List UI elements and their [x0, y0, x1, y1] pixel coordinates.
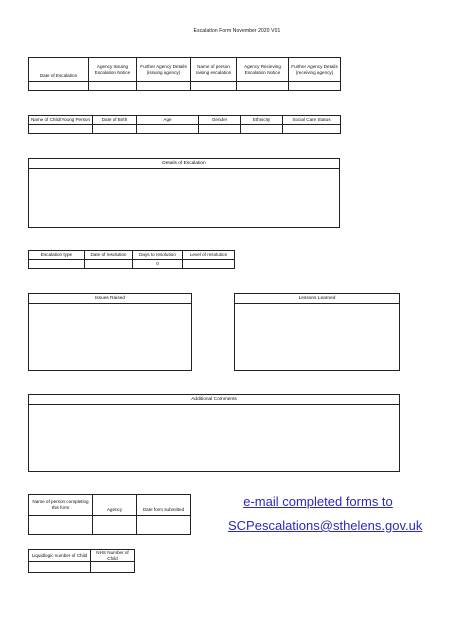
issues-raised-box: [28, 293, 192, 371]
email-address-link[interactable]: SCPescalations@sthelens.gov.uk: [228, 518, 423, 533]
header-level-of-resolution: Level of resolution: [183, 251, 235, 260]
cell-further-details-issuing[interactable]: [137, 82, 191, 91]
header-person-completing: Name of person completing this form: [29, 495, 93, 516]
completion-table: [28, 494, 191, 535]
id-table: [28, 549, 135, 573]
cell-child-name[interactable]: [29, 125, 93, 134]
cell-date-of-birth[interactable]: [93, 125, 137, 134]
cell-level-of-resolution[interactable]: [183, 260, 235, 269]
header-further-details-issuing: Further Agency Details (issuing agency): [137, 58, 191, 82]
cell-agency-issuing[interactable]: [89, 82, 137, 91]
additional-comments-box: [28, 394, 400, 472]
resolution-table: [28, 250, 235, 269]
additional-comments-field[interactable]: [29, 405, 399, 471]
header-agency-issuing: Agency Issuing Escalation Notice: [89, 58, 137, 82]
header-agency-receiving: Agency Recieving Escalation Notice: [237, 58, 289, 82]
lessons-learned-box: [234, 293, 400, 371]
cell-agency-receiving[interactable]: [237, 82, 289, 91]
issues-raised-title: Issues Raised: [29, 294, 191, 304]
cell-nhs-number[interactable]: [91, 562, 135, 573]
header-child-name: Name of Child/Young Person: [29, 116, 93, 125]
details-of-escalation-field[interactable]: [29, 169, 339, 227]
header-liquidlogic-number: Liquidlogic number of Child: [29, 550, 91, 562]
form-title: Escalation Form November 2020 V01: [193, 28, 281, 34]
header-ethnicity: Ethnicity: [241, 116, 283, 125]
email-instruction: e-mail completed forms to: [243, 494, 393, 509]
header-age: Age: [137, 116, 199, 125]
child-table: [28, 115, 341, 134]
cell-liquidlogic-number[interactable]: [29, 562, 91, 573]
header-days-to-resolution: Days to resolution: [133, 251, 183, 260]
cell-gender[interactable]: [199, 125, 241, 134]
cell-agency[interactable]: [93, 516, 137, 535]
cell-ethnicity[interactable]: [241, 125, 283, 134]
header-date-of-resolution: Date of resolution: [85, 251, 133, 260]
issues-raised-field[interactable]: [29, 304, 191, 370]
cell-person-completing[interactable]: [29, 516, 93, 535]
additional-comments-title: Additional Comments: [29, 395, 399, 405]
header-person-raising: Name of person raising escalation: [191, 58, 237, 82]
header-date-submitted: Date form submitted: [137, 495, 191, 516]
cell-person-raising[interactable]: [191, 82, 237, 91]
escalation-table: [28, 57, 341, 91]
details-of-escalation-box: [28, 158, 340, 228]
cell-days-to-resolution[interactable]: 0: [133, 260, 183, 269]
header-social-care-status: Social Care Status: [283, 116, 341, 125]
header-nhs-number: NHS Number of Child: [91, 550, 135, 562]
cell-escalation-type[interactable]: [29, 260, 85, 269]
header-agency: Agency: [93, 495, 137, 516]
cell-further-details-receiving[interactable]: [289, 82, 341, 91]
lessons-learned-title: Lessons Learned: [235, 294, 399, 304]
header-further-details-receiving: Further Agency Details (receiving agency): [289, 58, 341, 82]
header-date-of-birth: Date of Birth: [93, 116, 137, 125]
cell-date-of-resolution[interactable]: [85, 260, 133, 269]
cell-age[interactable]: [137, 125, 199, 134]
cell-date-of-escalation[interactable]: [29, 82, 89, 91]
lessons-learned-field[interactable]: [235, 304, 399, 370]
cell-social-care-status[interactable]: [283, 125, 341, 134]
header-date-of-escalation: Date of Escalation: [29, 58, 89, 82]
cell-date-submitted[interactable]: [137, 516, 191, 535]
details-of-escalation-title: Details of Escalation: [29, 159, 339, 169]
header-gender: Gender: [199, 116, 241, 125]
header-escalation-type: Escalation type: [29, 251, 85, 260]
